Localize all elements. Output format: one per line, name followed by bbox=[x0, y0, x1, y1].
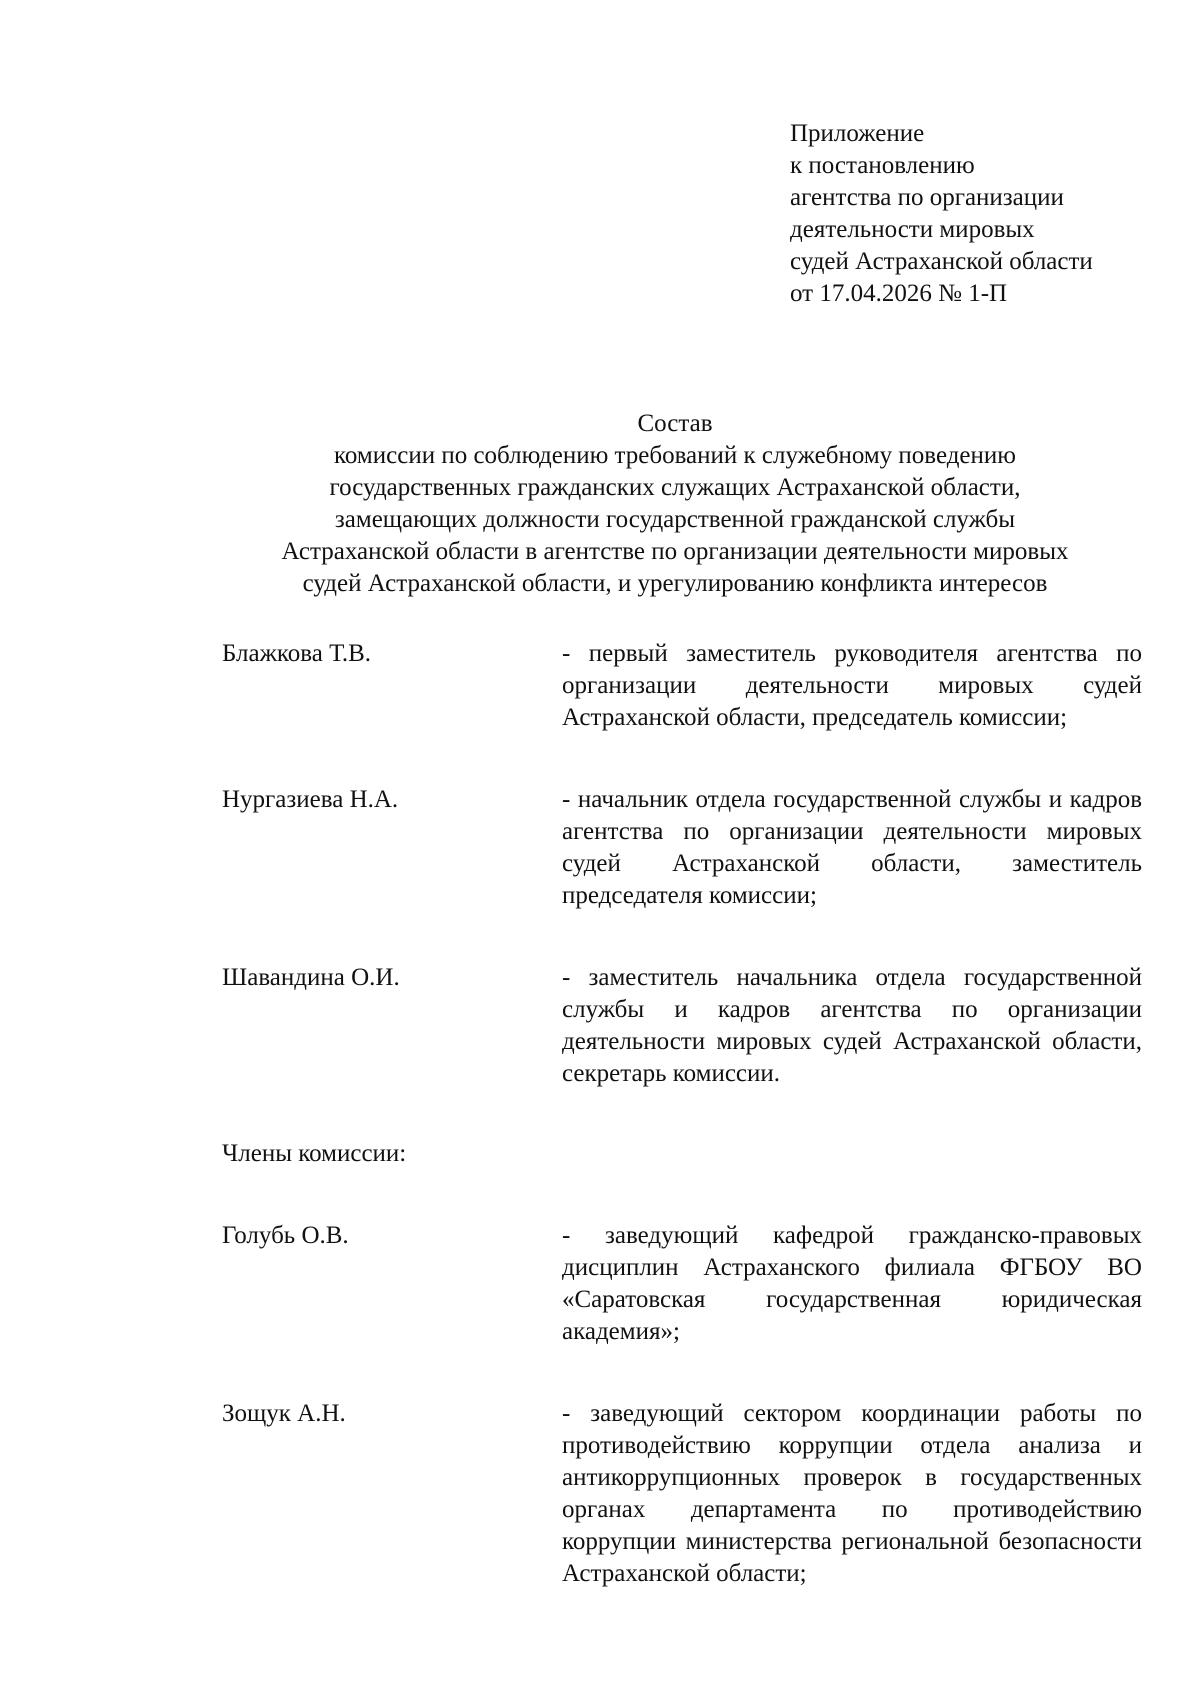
heading-title: Состав bbox=[637, 410, 713, 437]
appendix-line: агентства по организации bbox=[790, 184, 1064, 211]
members-label: Члены комиссии: bbox=[222, 1140, 407, 1167]
heading-line: судей Астраханской области, и урегулированию конфликта интересов bbox=[302, 570, 1048, 597]
member-row bbox=[222, 784, 1142, 912]
member-role: - заведующий кафедрой гражданско-правовых дисциплин Астраханского филиала ФГБОУ ВО «Саратовская государственная юридическая академия»; bbox=[562, 1222, 1142, 1345]
document-heading bbox=[200, 408, 1150, 600]
appendix-line: Приложение bbox=[790, 120, 925, 147]
member-name: Блажкова Т.В. bbox=[222, 640, 372, 667]
member-name: Голубь О.В. bbox=[222, 1222, 349, 1249]
member-row bbox=[222, 1398, 1142, 1590]
member-role: - начальник отдела государственной службы и кадров агентства по организации деятельности мировых судей Астраханской области, заместитель председателя комиссии; bbox=[562, 786, 1142, 909]
member-row bbox=[222, 962, 1142, 1090]
member-role: - первый заместитель руководителя агентства по организации деятельности мировых судей Астраханской области, председатель комиссии; bbox=[562, 640, 1142, 731]
member-name: Нургазиева Н.А. bbox=[222, 786, 399, 813]
appendix-line: к постановлению bbox=[790, 152, 975, 179]
member-role: - заведующий сектором координации работы по противодействию коррупции отдела анализа и антикоррупционных проверок в государственных органах департамента по противодействию коррупции министерства региональной безопасности Астраханской области; bbox=[562, 1400, 1142, 1587]
heading-line: государственных гражданских служащих Астраханской области, bbox=[329, 474, 1021, 501]
appendix-line: деятельности мировых bbox=[790, 216, 1035, 243]
member-name: Шавандина О.И. bbox=[222, 964, 400, 991]
heading-line: Астраханской области в агентстве по организации деятельности мировых bbox=[281, 538, 1069, 565]
heading-line: замещающих должности государственной гражданской службы bbox=[334, 506, 1016, 533]
member-row bbox=[222, 1220, 1142, 1348]
member-row bbox=[222, 638, 1142, 734]
commission-composition bbox=[222, 638, 1142, 1640]
appendix-block bbox=[790, 118, 1150, 310]
member-name: Зощук А.Н. bbox=[222, 1400, 346, 1427]
heading-line: комиссии по соблюдению требований к служебному поведению bbox=[334, 442, 1016, 469]
appendix-line: от 17.04.2026 № 1-П bbox=[790, 280, 1008, 307]
member-role: - заместитель начальника отдела государственной службы и кадров агентства по организации деятельности мировых судей Астраханской области, секретарь комиссии. bbox=[562, 964, 1142, 1087]
appendix-line: судей Астраханской области bbox=[790, 248, 1093, 275]
